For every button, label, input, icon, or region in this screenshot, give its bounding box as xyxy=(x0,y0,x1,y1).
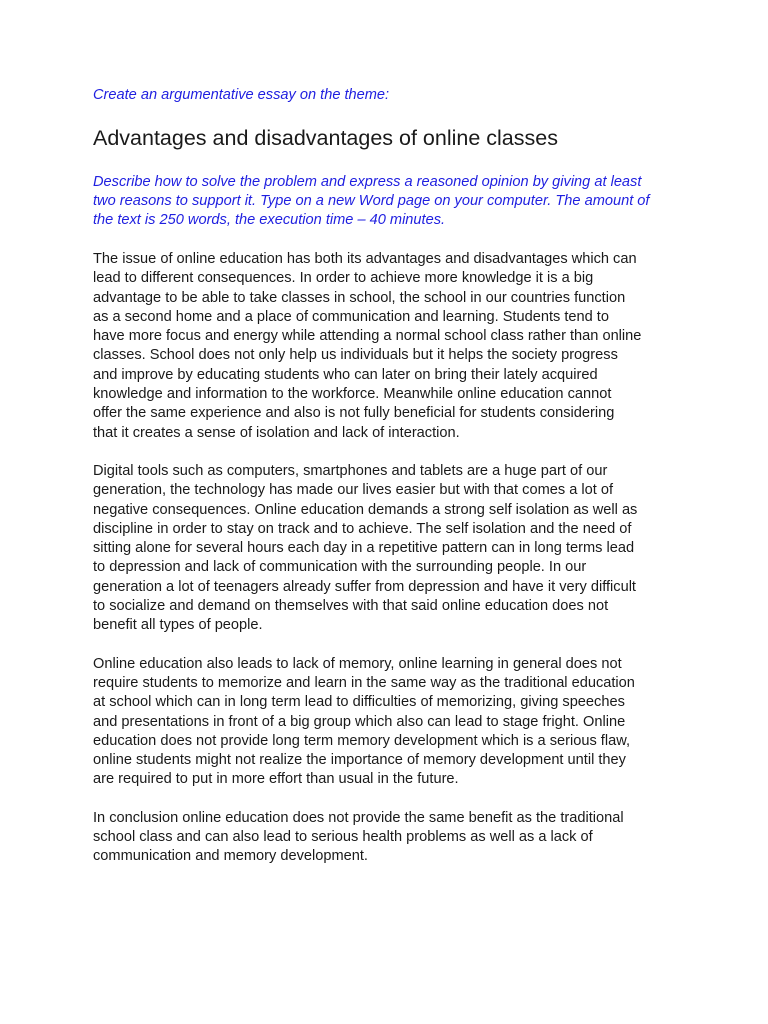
instructions-line: the text is 250 words, the execution time – 40 minutes. xyxy=(93,212,446,228)
paragraph-line: to depression and lack of communication with the surrounding people. In our xyxy=(93,559,587,576)
paragraph-line: generation a lot of teenagers already suffer from depression and have it very difficult xyxy=(93,578,636,595)
paragraph-line: benefit all types of people. xyxy=(93,617,263,634)
paragraph-line: to socialize and demand on themselves with that said online education does not xyxy=(93,598,609,615)
paragraph-line: as a second home and a place of communication and learning. Students tend to xyxy=(93,308,609,325)
paragraph-line: Digital tools such as computers, smartphones and tablets are a huge part of our xyxy=(93,462,608,479)
paragraph-line: advantage to be able to take classes in school, the school in our countries function xyxy=(93,289,626,306)
paragraph-line: school class and can also lead to serious health problems as well as a lack of xyxy=(93,829,593,846)
essay-paragraph-2 xyxy=(93,462,683,636)
paragraph-line: classes. School does not only help us individuals but it helps the society progress xyxy=(93,347,618,364)
paragraph-line: The issue of online education has both its advantages and disadvantages which can xyxy=(93,251,637,267)
essay-instructions xyxy=(93,173,683,230)
paragraph-line: require students to memorize and learn in the same way as the traditional education xyxy=(93,674,635,691)
paragraph-line: and improve by educating students who can later on bring their lately acquired xyxy=(93,366,598,383)
paragraph-line: online students might not realize the importance of memory development until they xyxy=(93,752,626,769)
instructions-line: Describe how to solve the problem and express a reasoned opinion by giving at least xyxy=(93,174,642,190)
paragraph-line: In conclusion online education does not provide the same benefit as the traditional xyxy=(93,809,624,826)
paragraph-line: education does not provide long term memory development which is a serious flaw, xyxy=(93,732,631,749)
essay-paragraph-3 xyxy=(93,655,683,790)
paragraph-line: knowledge and information to the workforce. Meanwhile online education cannot xyxy=(93,386,612,403)
paragraph-line: offer the same experience and also is not fully beneficial for students considering xyxy=(93,405,615,422)
paragraph-line: at school which can in long term lead to difficulties of memorizing, giving speeches xyxy=(93,694,625,711)
paragraph-line: and presentations in front of a big group which also can lead to stage fright. Online xyxy=(93,713,626,730)
paragraph-line: that it creates a sense of isolation and lack of interaction. xyxy=(93,424,460,441)
essay-paragraph-4 xyxy=(93,809,683,867)
paragraph-line: have more focus and energy while attending a normal school class rather than online xyxy=(93,328,642,345)
paragraph-line: are required to put in more effort than usual in the future. xyxy=(93,771,459,788)
instructions-line: two reasons to support it. Type on a new Word page on your computer. The amount of xyxy=(93,193,650,209)
essay-prompt: Create an argumentative essay on the theme: xyxy=(93,87,390,103)
paragraph-line: lead to different consequences. In order to achieve more knowledge it is a big xyxy=(93,270,594,287)
paragraph-line: generation, the technology has made our lives easier but with that comes a lot of xyxy=(93,482,614,499)
paragraph-line: negative consequences. Online education demands a strong self isolation as well as xyxy=(93,501,638,518)
paragraph-line: discipline in order to stay on track and to achieve. The self isolation and the need of xyxy=(93,520,632,537)
paragraph-line: communication and memory development. xyxy=(93,848,368,865)
essay-paragraph-1 xyxy=(93,250,683,443)
paragraph-line: sitting alone for several hours each day in a repetitive pattern can in long terms lead xyxy=(93,540,635,557)
essay-title: Advantages and disadvantages of online classes xyxy=(93,126,558,150)
document-page xyxy=(93,86,683,867)
paragraph-line: Online education also leads to lack of memory, online learning in general does not xyxy=(93,655,622,672)
